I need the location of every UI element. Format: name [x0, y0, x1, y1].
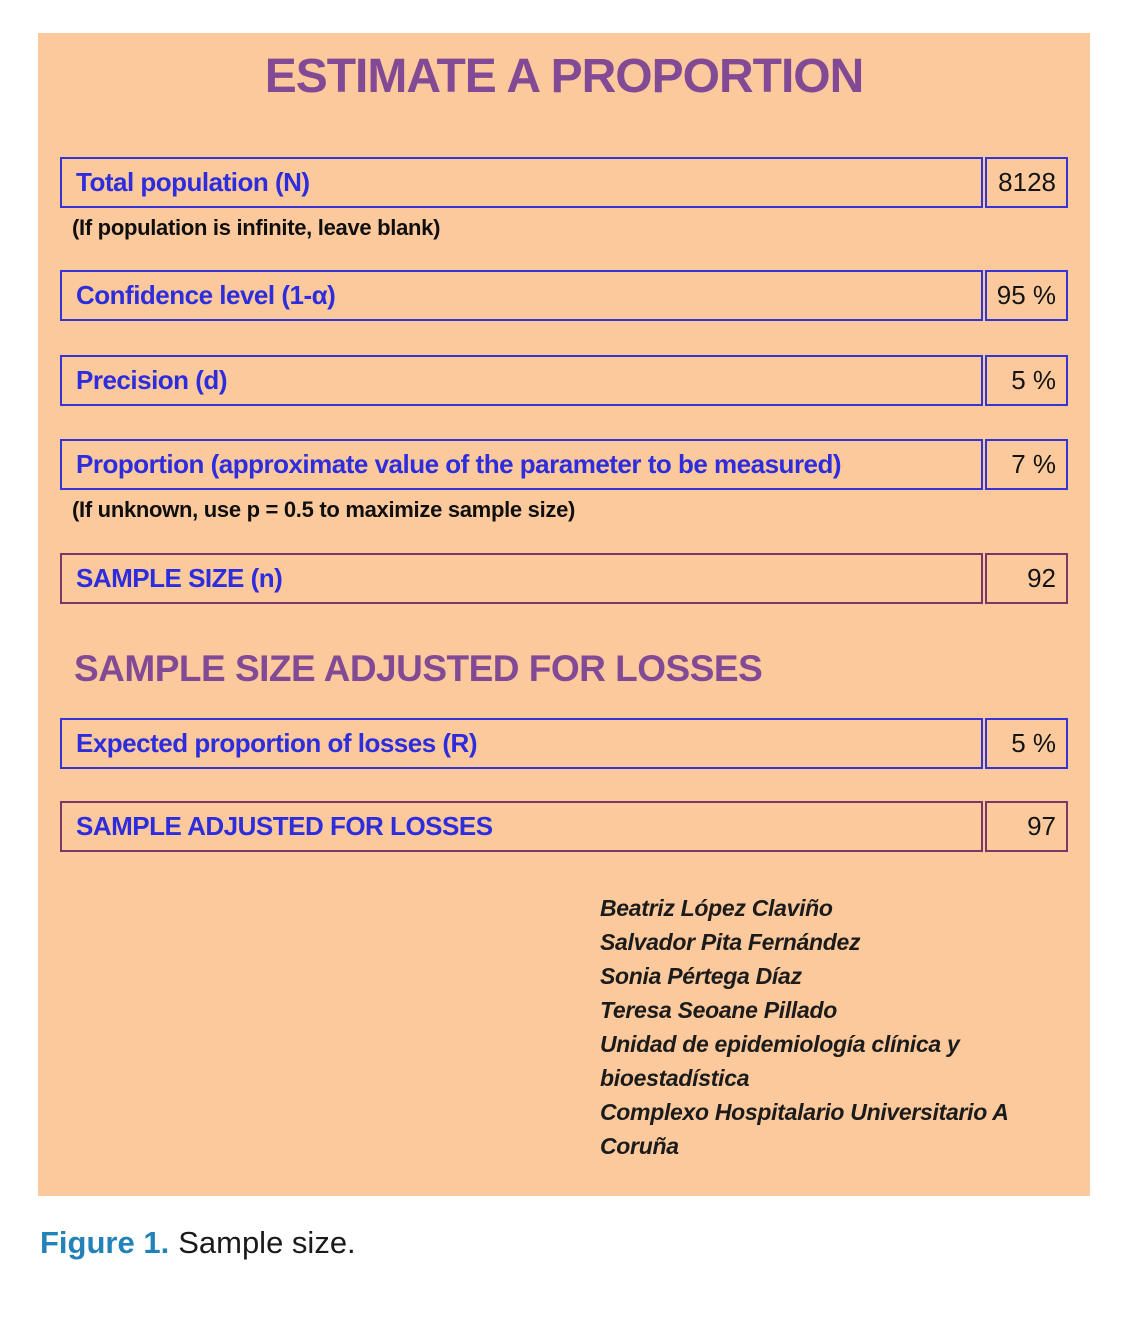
calculator-panel — [38, 33, 1090, 1196]
credit-line: Complexo Hospitalario Universitario A Coruña — [600, 1099, 1008, 1159]
sample-size-value: 92 — [985, 553, 1068, 604]
figure-caption — [40, 1225, 356, 1261]
confidence-level-label: Confidence level (1-α) — [60, 270, 983, 321]
credit-line: Sonia Pértega Díaz — [600, 963, 802, 989]
confidence-level-input[interactable]: 95 % — [985, 270, 1068, 321]
field-precision — [60, 355, 1068, 406]
field-proportion — [60, 439, 1068, 490]
credit-line: Salvador Pita Fernández — [600, 929, 861, 955]
sample-adjusted-value: 97 — [985, 801, 1068, 852]
field-confidence-level — [60, 270, 1068, 321]
sample-size-label: SAMPLE SIZE (n) — [60, 553, 983, 604]
total-population-label: Total population (N) — [60, 157, 983, 208]
proportion-label: Proportion (approximate value of the parameter to be measured) — [60, 439, 983, 490]
field-sample-size-result — [60, 553, 1068, 604]
losses-section-heading: SAMPLE SIZE ADJUSTED FOR LOSSES — [74, 648, 763, 689]
sample-adjusted-label: SAMPLE ADJUSTED FOR LOSSES — [60, 801, 983, 852]
credit-line: Unidad de epidemiología clínica y bioestadística — [600, 1031, 960, 1091]
precision-input[interactable]: 5 % — [985, 355, 1068, 406]
credit-line: Teresa Seoane Pillado — [600, 997, 838, 1023]
population-note: (If population is infinite, leave blank) — [72, 215, 441, 240]
field-total-population — [60, 157, 1068, 208]
field-sample-adjusted-result — [60, 801, 1068, 852]
expected-losses-label: Expected proportion of losses (R) — [60, 718, 983, 769]
field-expected-losses — [60, 718, 1068, 769]
precision-label: Precision (d) — [60, 355, 983, 406]
credit-line: Beatriz López Claviño — [600, 895, 833, 921]
total-population-input[interactable]: 8128 — [985, 157, 1068, 208]
figure-caption-label: Figure 1. — [40, 1225, 170, 1260]
expected-losses-input[interactable]: 5 % — [985, 718, 1068, 769]
figure-caption-text: Sample size. — [178, 1225, 356, 1260]
proportion-input[interactable]: 7 % — [985, 439, 1068, 490]
proportion-note: (If unknown, use p = 0.5 to maximize sample size) — [72, 497, 576, 522]
page-title: ESTIMATE A PROPORTION — [264, 50, 864, 103]
credits-block — [600, 891, 1090, 1163]
